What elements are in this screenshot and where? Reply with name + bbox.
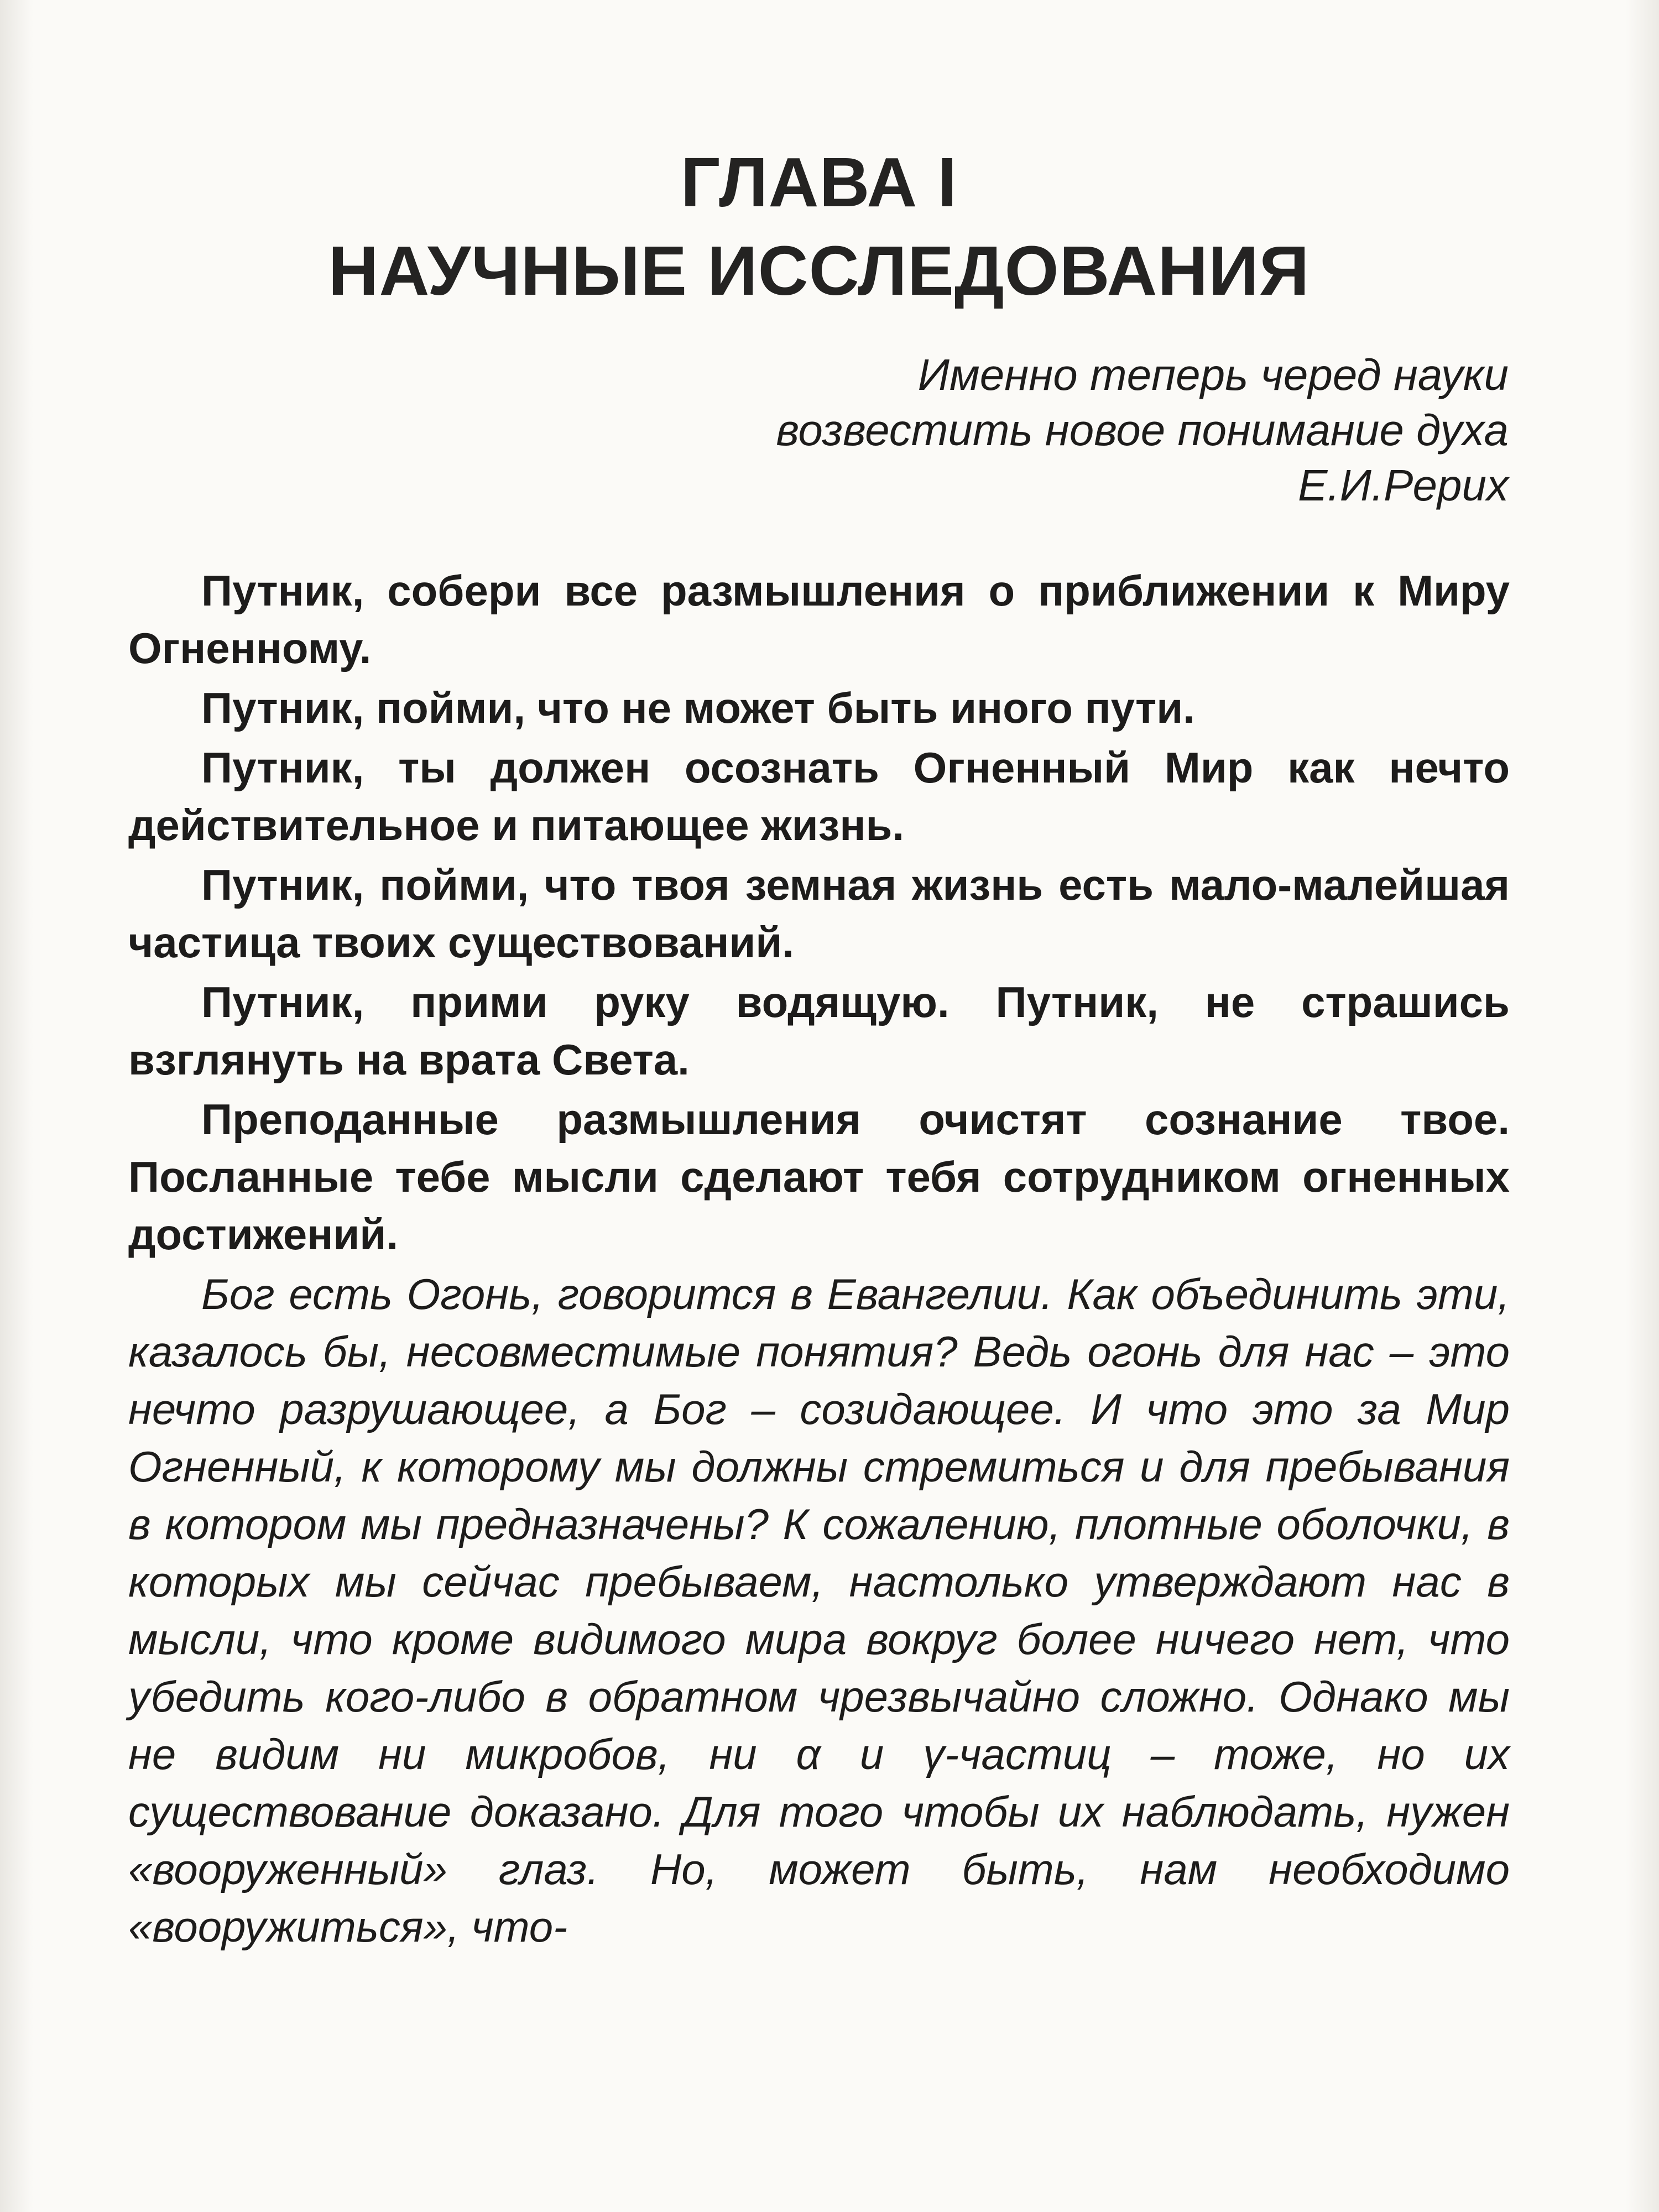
page-edge-right — [1626, 0, 1659, 2212]
epigraph-line: Именно теперь черед науки — [917, 350, 1509, 399]
body-paragraph: Бог есть Огонь, говорится в Евангелии. Как объединить эти, казалось бы, несовместимые понятия? Ведь огонь для нас – это нечто разрушающее, а Бог – созидающее. И что это за Мир Огненный, к которому мы должны стремиться и для пребывания в котором мы предназначены? К сожалению, плотные оболочки, в которых мы сейчас пребываем, настолько утверждают нас в мысли, что кроме видимого мира вокруг более ничего нет, что убедить кого-либо в обратном чрезвычайно сложно. Однако мы не видим ни микробов, ни α и γ-частиц – тоже, но их существование доказано. Для того чтобы их наблюдать, нужен «вооруженный» глаз. Но, может быть, нам необходимо «вооружиться», что- — [128, 1270, 1510, 1951]
bold-paragraph: Путник, собери все размышления о приближении к Миру Огненному. — [128, 566, 1510, 672]
bold-paragraphs — [128, 562, 1510, 1263]
bold-paragraph: Преподанные размышления очистят сознание твое. Посланные тебе мысли сделают тебя сотрудником огненных достижений. — [128, 1095, 1510, 1259]
epigraph-author: Е.И.Рерих — [1298, 461, 1509, 510]
page-content — [128, 138, 1510, 1955]
chapter-title: НАУЧНЫЕ ИССЛЕДОВАНИЯ — [328, 232, 1310, 310]
italic-body — [128, 1265, 1510, 1955]
bold-paragraph: Путник, ты должен осознать Огненный Мир как нечто действительное и питающее жизнь. — [128, 743, 1510, 849]
page-edge-left — [0, 0, 33, 2212]
epigraph — [128, 347, 1510, 513]
bold-paragraph: Путник, пойми, что твоя земная жизнь есть мало-малейшая частица твоих существований. — [128, 860, 1510, 967]
bold-paragraph: Путник, пойми, что не может быть иного пути. — [201, 684, 1195, 732]
chapter-number: ГЛАВА I — [680, 143, 958, 221]
bold-paragraph: Путник, прими руку водящую. Путник, не страшись взглянуть на врата Света. — [128, 978, 1510, 1084]
epigraph-line: возвестить новое понимание духа — [776, 405, 1509, 455]
